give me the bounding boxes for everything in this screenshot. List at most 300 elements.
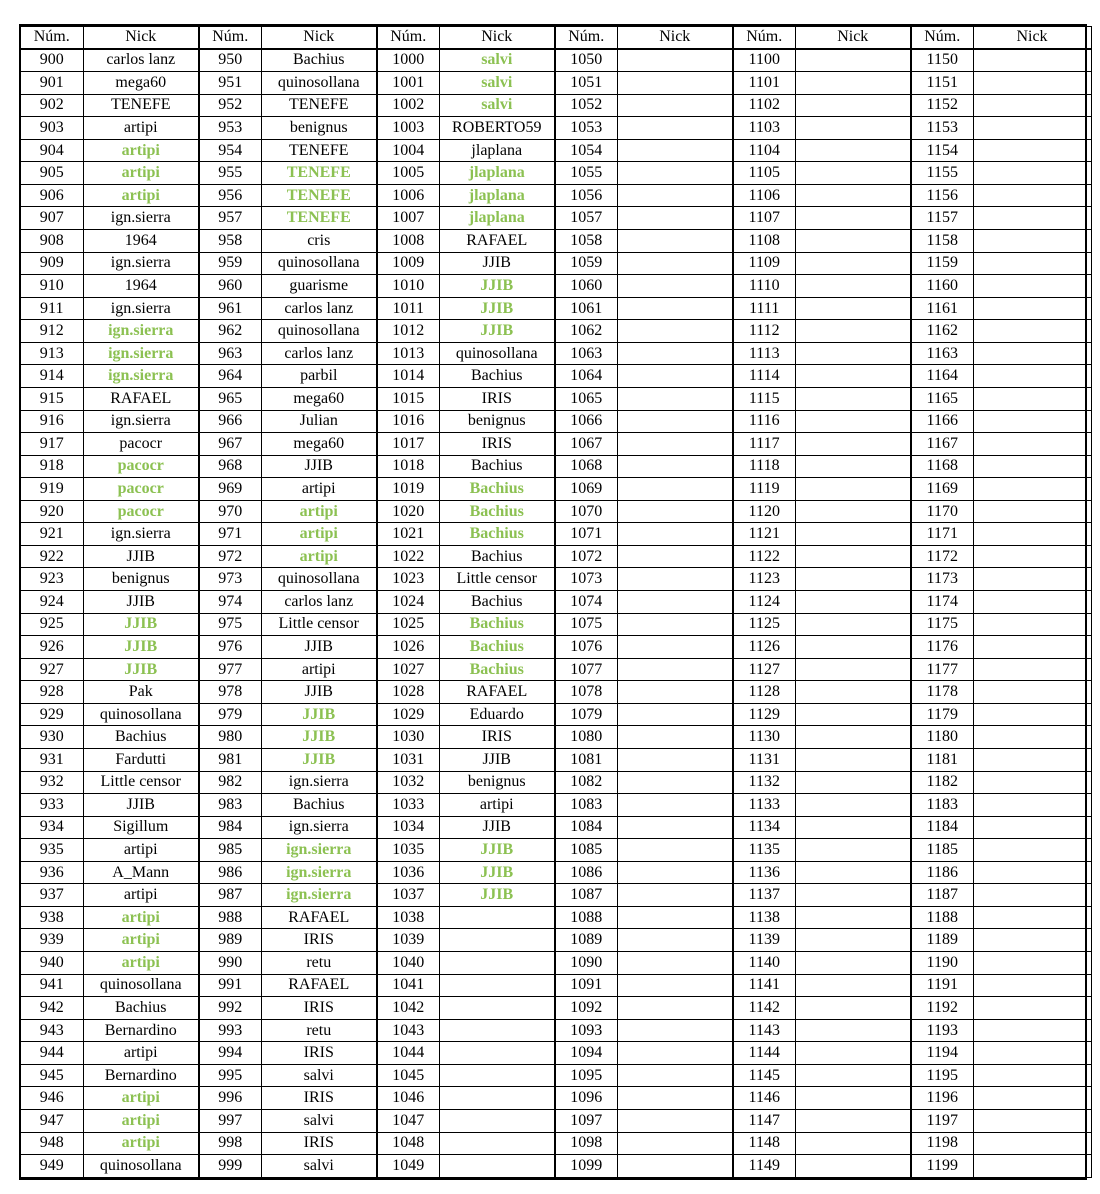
table-row xyxy=(21,1087,1091,1110)
entry-nick: JJIB xyxy=(261,748,377,771)
entry-number: 914 xyxy=(21,365,83,388)
entry-nick: salvi xyxy=(261,1155,377,1178)
entry-nick xyxy=(795,613,911,636)
entry-number: 993 xyxy=(199,1019,261,1042)
entry-number: 1135 xyxy=(733,839,795,862)
table-row xyxy=(21,681,1091,704)
entry-nick: JJIB xyxy=(261,703,377,726)
entry-number: 1106 xyxy=(733,184,795,207)
entry-number: 1108 xyxy=(733,230,795,253)
entry-nick: Bachius xyxy=(439,365,555,388)
entry-nick xyxy=(973,568,1091,591)
entry-nick xyxy=(439,1019,555,1042)
entry-number: 1000 xyxy=(377,49,439,72)
entry-number: 978 xyxy=(199,681,261,704)
entry-number: 1125 xyxy=(733,613,795,636)
entry-nick xyxy=(973,478,1091,501)
entry-nick xyxy=(973,1132,1091,1155)
entry-nick xyxy=(795,703,911,726)
table-row xyxy=(21,365,1091,388)
entry-nick: JJIB xyxy=(439,275,555,298)
entry-number: 1183 xyxy=(911,794,973,817)
entry-nick xyxy=(795,1064,911,1087)
entry-nick xyxy=(795,478,911,501)
entry-nick xyxy=(973,117,1091,140)
entry-number: 1069 xyxy=(555,478,617,501)
table-row xyxy=(21,748,1091,771)
entry-number: 1013 xyxy=(377,342,439,365)
entry-number: 1152 xyxy=(911,94,973,117)
table-row xyxy=(21,184,1091,207)
entry-number: 1167 xyxy=(911,433,973,456)
entry-nick xyxy=(795,387,911,410)
table-row xyxy=(21,952,1091,975)
entry-nick: 1964 xyxy=(83,275,199,298)
table-row xyxy=(21,591,1091,614)
entry-number: 1010 xyxy=(377,275,439,298)
entry-number: 1127 xyxy=(733,658,795,681)
entry-number: 1071 xyxy=(555,523,617,546)
entry-number: 959 xyxy=(199,252,261,275)
entry-nick: RAFAEL xyxy=(439,230,555,253)
entry-nick: artipi xyxy=(83,1132,199,1155)
entry-nick: carlos lanz xyxy=(261,297,377,320)
entry-number: 1032 xyxy=(377,771,439,794)
entry-nick xyxy=(973,771,1091,794)
entry-nick xyxy=(973,297,1091,320)
entry-number: 1096 xyxy=(555,1087,617,1110)
entry-number: 1115 xyxy=(733,387,795,410)
entry-nick xyxy=(973,207,1091,230)
entry-nick: JJIB xyxy=(439,861,555,884)
entry-nick xyxy=(795,681,911,704)
entry-nick: TENEFE xyxy=(261,207,377,230)
entry-nick xyxy=(617,523,733,546)
header-num: Núm. xyxy=(21,27,83,49)
table-row xyxy=(21,794,1091,817)
entry-number: 957 xyxy=(199,207,261,230)
entry-number: 1190 xyxy=(911,952,973,975)
entry-nick xyxy=(973,433,1091,456)
entry-nick xyxy=(617,365,733,388)
entry-number: 976 xyxy=(199,636,261,659)
entry-nick xyxy=(617,771,733,794)
entry-number: 929 xyxy=(21,703,83,726)
table-row xyxy=(21,297,1091,320)
entry-number: 906 xyxy=(21,184,83,207)
table-row xyxy=(21,478,1091,501)
entry-nick xyxy=(973,139,1091,162)
entry-nick: ign.sierra xyxy=(261,839,377,862)
entry-nick: mega60 xyxy=(83,72,199,95)
entry-number: 1075 xyxy=(555,613,617,636)
entry-number: 1103 xyxy=(733,117,795,140)
entry-number: 952 xyxy=(199,94,261,117)
entry-nick: IRIS xyxy=(261,1042,377,1065)
entry-nick: artipi xyxy=(83,139,199,162)
entry-number: 1122 xyxy=(733,545,795,568)
entry-nick xyxy=(973,1042,1091,1065)
entry-number: 971 xyxy=(199,523,261,546)
entry-nick: quinosollana xyxy=(261,72,377,95)
table-row xyxy=(21,1019,1091,1042)
entry-nick xyxy=(795,207,911,230)
entry-nick: JJIB xyxy=(83,794,199,817)
entry-number: 1037 xyxy=(377,884,439,907)
entry-nick xyxy=(973,342,1091,365)
entry-number: 1040 xyxy=(377,952,439,975)
entry-number: 1059 xyxy=(555,252,617,275)
entry-number: 905 xyxy=(21,162,83,185)
entry-nick: pacocr xyxy=(83,500,199,523)
entry-nick xyxy=(973,906,1091,929)
entry-nick: TENEFE xyxy=(261,94,377,117)
entry-nick xyxy=(973,726,1091,749)
entry-nick: RAFAEL xyxy=(439,681,555,704)
entry-nick xyxy=(617,320,733,343)
entry-number: 1078 xyxy=(555,681,617,704)
entry-nick xyxy=(795,117,911,140)
entry-nick: Sigillum xyxy=(83,816,199,839)
entry-number: 1180 xyxy=(911,726,973,749)
entry-nick: artipi xyxy=(83,906,199,929)
entry-number: 1077 xyxy=(555,658,617,681)
entry-number: 1082 xyxy=(555,771,617,794)
entry-number: 1014 xyxy=(377,365,439,388)
entry-nick xyxy=(795,726,911,749)
entry-nick xyxy=(795,771,911,794)
entry-nick: JJIB xyxy=(439,297,555,320)
table-row xyxy=(21,523,1091,546)
table-row xyxy=(21,500,1091,523)
table-row xyxy=(21,1132,1091,1155)
entry-nick: JJIB xyxy=(83,545,199,568)
entry-number: 1117 xyxy=(733,433,795,456)
entry-number: 958 xyxy=(199,230,261,253)
entry-nick xyxy=(617,184,733,207)
entry-number: 1003 xyxy=(377,117,439,140)
table-row xyxy=(21,974,1091,997)
entry-nick: jlaplana xyxy=(439,184,555,207)
entry-number: 939 xyxy=(21,929,83,952)
entry-nick: jlaplana xyxy=(439,162,555,185)
entry-nick: TENEFE xyxy=(83,94,199,117)
entry-nick xyxy=(973,839,1091,862)
entry-number: 1148 xyxy=(733,1132,795,1155)
entry-number: 1155 xyxy=(911,162,973,185)
entry-number: 918 xyxy=(21,455,83,478)
entry-nick xyxy=(617,974,733,997)
entry-number: 945 xyxy=(21,1064,83,1087)
entry-nick: IRIS xyxy=(439,433,555,456)
entry-number: 1192 xyxy=(911,997,973,1020)
entry-nick: Bernardino xyxy=(83,1064,199,1087)
entry-nick: artipi xyxy=(83,839,199,862)
entry-number: 1185 xyxy=(911,839,973,862)
entry-number: 977 xyxy=(199,658,261,681)
entry-nick: ign.sierra xyxy=(83,297,199,320)
entry-number: 992 xyxy=(199,997,261,1020)
entry-number: 1177 xyxy=(911,658,973,681)
entry-number: 994 xyxy=(199,1042,261,1065)
entry-number: 1140 xyxy=(733,952,795,975)
entry-number: 936 xyxy=(21,861,83,884)
entry-nick xyxy=(795,658,911,681)
nick-table xyxy=(21,26,1092,1178)
entry-number: 1164 xyxy=(911,365,973,388)
entry-nick xyxy=(973,1019,1091,1042)
table-header-row xyxy=(21,27,1091,49)
entry-number: 1133 xyxy=(733,794,795,817)
table-row xyxy=(21,839,1091,862)
entry-number: 1141 xyxy=(733,974,795,997)
entry-nick: ign.sierra xyxy=(83,342,199,365)
entry-number: 1053 xyxy=(555,117,617,140)
entry-number: 1051 xyxy=(555,72,617,95)
entry-nick xyxy=(973,952,1091,975)
entry-nick: Julian xyxy=(261,410,377,433)
header-nick: Nick xyxy=(795,27,911,49)
entry-number: 986 xyxy=(199,861,261,884)
entry-nick: TENEFE xyxy=(261,139,377,162)
table-row xyxy=(21,726,1091,749)
header-num: Núm. xyxy=(555,27,617,49)
entry-number: 1123 xyxy=(733,568,795,591)
entry-nick xyxy=(617,500,733,523)
entry-nick: ign.sierra xyxy=(261,771,377,794)
entry-nick xyxy=(617,794,733,817)
entry-nick: retu xyxy=(261,952,377,975)
table-row xyxy=(21,252,1091,275)
entry-number: 1081 xyxy=(555,748,617,771)
entry-nick xyxy=(795,884,911,907)
entry-number: 1026 xyxy=(377,636,439,659)
entry-nick: JJIB xyxy=(439,252,555,275)
entry-nick xyxy=(795,906,911,929)
entry-nick: artipi xyxy=(83,1109,199,1132)
entry-nick: quinosollana xyxy=(261,252,377,275)
entry-number: 1054 xyxy=(555,139,617,162)
entry-nick: Bachius xyxy=(439,500,555,523)
entry-nick: salvi xyxy=(439,94,555,117)
entry-nick: RAFAEL xyxy=(261,906,377,929)
entry-number: 1023 xyxy=(377,568,439,591)
entry-nick: mega60 xyxy=(261,433,377,456)
entry-number: 1137 xyxy=(733,884,795,907)
entry-nick xyxy=(617,884,733,907)
entry-number: 1143 xyxy=(733,1019,795,1042)
entry-nick: artipi xyxy=(439,794,555,817)
entry-number: 953 xyxy=(199,117,261,140)
entry-number: 1045 xyxy=(377,1064,439,1087)
entry-nick xyxy=(973,794,1091,817)
entry-number: 1178 xyxy=(911,681,973,704)
entry-nick xyxy=(973,703,1091,726)
entry-nick: artipi xyxy=(83,184,199,207)
entry-nick: ign.sierra xyxy=(83,410,199,433)
table-row xyxy=(21,816,1091,839)
entry-nick: IRIS xyxy=(261,997,377,1020)
entry-number: 1139 xyxy=(733,929,795,952)
entry-number: 965 xyxy=(199,387,261,410)
entry-number: 1002 xyxy=(377,94,439,117)
entry-number: 1168 xyxy=(911,455,973,478)
entry-nick: JJIB xyxy=(261,726,377,749)
entry-number: 996 xyxy=(199,1087,261,1110)
entry-number: 948 xyxy=(21,1132,83,1155)
entry-nick xyxy=(795,816,911,839)
entry-number: 1173 xyxy=(911,568,973,591)
entry-nick: TENEFE xyxy=(261,184,377,207)
entry-nick xyxy=(973,523,1091,546)
entry-nick: JJIB xyxy=(439,884,555,907)
entry-nick: ign.sierra xyxy=(83,320,199,343)
table-row xyxy=(21,433,1091,456)
entry-number: 1041 xyxy=(377,974,439,997)
entry-nick: pacocr xyxy=(83,433,199,456)
entry-nick: artipi xyxy=(83,162,199,185)
entry-nick xyxy=(617,906,733,929)
entry-nick xyxy=(973,861,1091,884)
entry-number: 1091 xyxy=(555,974,617,997)
entry-number: 1016 xyxy=(377,410,439,433)
entry-nick xyxy=(795,1087,911,1110)
entry-nick xyxy=(617,162,733,185)
entry-number: 1068 xyxy=(555,455,617,478)
entry-nick xyxy=(795,410,911,433)
header-nick: Nick xyxy=(973,27,1091,49)
entry-number: 1093 xyxy=(555,1019,617,1042)
entry-number: 1129 xyxy=(733,703,795,726)
header-nick: Nick xyxy=(261,27,377,49)
entry-number: 1031 xyxy=(377,748,439,771)
entry-nick xyxy=(617,997,733,1020)
entry-number: 1163 xyxy=(911,342,973,365)
entry-nick xyxy=(973,748,1091,771)
entry-number: 1188 xyxy=(911,906,973,929)
entry-number: 1176 xyxy=(911,636,973,659)
entry-nick xyxy=(973,681,1091,704)
entry-number: 1004 xyxy=(377,139,439,162)
entry-number: 1109 xyxy=(733,252,795,275)
entry-number: 1084 xyxy=(555,816,617,839)
entry-nick: salvi xyxy=(261,1064,377,1087)
table-row xyxy=(21,545,1091,568)
entry-number: 926 xyxy=(21,636,83,659)
entry-number: 922 xyxy=(21,545,83,568)
header-num: Núm. xyxy=(199,27,261,49)
entry-number: 1104 xyxy=(733,139,795,162)
entry-nick xyxy=(795,1109,911,1132)
entry-nick xyxy=(617,387,733,410)
entry-nick: Little censor xyxy=(83,771,199,794)
entry-number: 1085 xyxy=(555,839,617,862)
entry-nick: artipi xyxy=(83,929,199,952)
entry-nick xyxy=(795,952,911,975)
entry-number: 1154 xyxy=(911,139,973,162)
entry-nick xyxy=(617,952,733,975)
entry-nick: ign.sierra xyxy=(83,365,199,388)
entry-nick xyxy=(795,997,911,1020)
entry-number: 1083 xyxy=(555,794,617,817)
header-num: Núm. xyxy=(377,27,439,49)
entry-nick xyxy=(795,748,911,771)
entry-nick xyxy=(617,1087,733,1110)
entry-nick xyxy=(973,455,1091,478)
entry-number: 1022 xyxy=(377,545,439,568)
entry-nick: IRIS xyxy=(261,929,377,952)
entry-nick: Bachius xyxy=(439,478,555,501)
entry-number: 1025 xyxy=(377,613,439,636)
header-nick: Nick xyxy=(439,27,555,49)
entry-number: 1156 xyxy=(911,184,973,207)
entry-nick: Bachius xyxy=(439,545,555,568)
entry-nick xyxy=(439,1064,555,1087)
entry-nick xyxy=(439,974,555,997)
entry-number: 1132 xyxy=(733,771,795,794)
entry-nick: IRIS xyxy=(261,1087,377,1110)
entry-number: 917 xyxy=(21,433,83,456)
entry-nick: ROBERTO59 xyxy=(439,117,555,140)
entry-nick: carlos lanz xyxy=(261,342,377,365)
entry-nick xyxy=(973,658,1091,681)
entry-nick xyxy=(973,929,1091,952)
entry-number: 998 xyxy=(199,1132,261,1155)
entry-nick xyxy=(617,207,733,230)
entry-number: 947 xyxy=(21,1109,83,1132)
entry-number: 1060 xyxy=(555,275,617,298)
entry-nick xyxy=(617,1042,733,1065)
entry-nick: RAFAEL xyxy=(83,387,199,410)
entry-nick: Little censor xyxy=(439,568,555,591)
entry-nick: artipi xyxy=(261,500,377,523)
table-row xyxy=(21,320,1091,343)
entry-number: 943 xyxy=(21,1019,83,1042)
entry-number: 1047 xyxy=(377,1109,439,1132)
entry-number: 1193 xyxy=(911,1019,973,1042)
entry-number: 1006 xyxy=(377,184,439,207)
entry-number: 1089 xyxy=(555,929,617,952)
entry-number: 1066 xyxy=(555,410,617,433)
entry-number: 970 xyxy=(199,500,261,523)
table-row xyxy=(21,342,1091,365)
entry-number: 1195 xyxy=(911,1064,973,1087)
entry-number: 1027 xyxy=(377,658,439,681)
table-row xyxy=(21,703,1091,726)
entry-nick xyxy=(617,681,733,704)
entry-number: 1149 xyxy=(733,1155,795,1178)
entry-number: 1087 xyxy=(555,884,617,907)
entry-nick: parbil xyxy=(261,365,377,388)
entry-nick xyxy=(439,1155,555,1178)
entry-nick xyxy=(617,748,733,771)
nick-table-sheet xyxy=(19,24,1087,1180)
entry-nick xyxy=(617,568,733,591)
entry-nick xyxy=(795,297,911,320)
entry-number: 921 xyxy=(21,523,83,546)
entry-nick xyxy=(617,455,733,478)
entry-number: 1147 xyxy=(733,1109,795,1132)
entry-nick xyxy=(973,636,1091,659)
entry-nick xyxy=(973,1155,1091,1178)
entry-number: 1171 xyxy=(911,523,973,546)
entry-nick xyxy=(617,545,733,568)
entry-nick xyxy=(973,974,1091,997)
entry-nick: JJIB xyxy=(83,636,199,659)
table-row xyxy=(21,906,1091,929)
entry-number: 907 xyxy=(21,207,83,230)
entry-nick: ign.sierra xyxy=(83,207,199,230)
